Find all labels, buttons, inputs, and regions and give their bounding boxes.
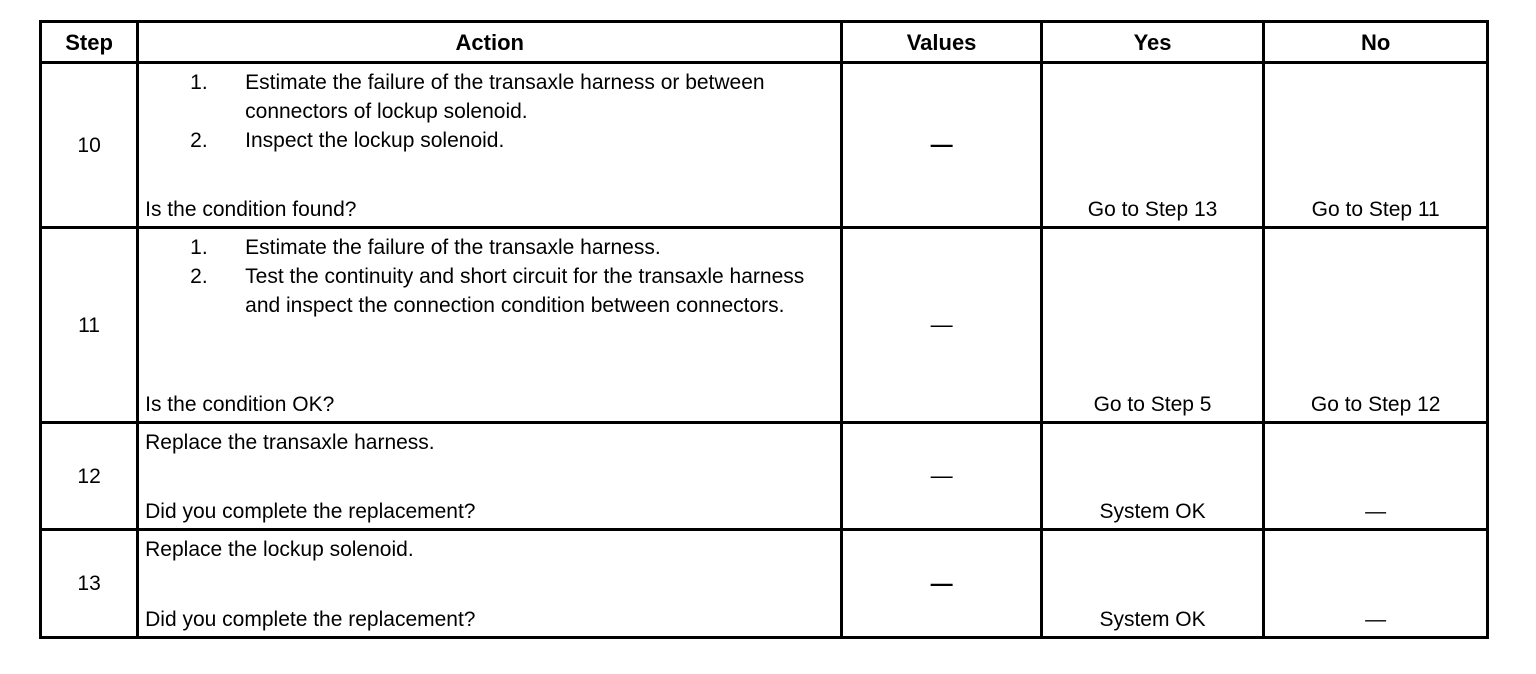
- yes-cell: System OK: [1041, 530, 1264, 638]
- action-cell: [138, 63, 842, 228]
- step-number: 10: [41, 63, 138, 228]
- values-dash: —: [930, 570, 953, 596]
- yes-cell: System OK: [1041, 423, 1264, 530]
- action-instruction: Replace the transaxle harness.: [145, 431, 435, 454]
- yes-cell: Go to Step 13: [1041, 63, 1264, 228]
- header-step: Step: [41, 22, 138, 63]
- table-row: [41, 228, 1488, 423]
- no-cell: —: [1264, 530, 1488, 638]
- table-row: [41, 423, 1488, 530]
- values-dash: —: [930, 463, 953, 488]
- step-number: 11: [41, 228, 138, 423]
- values-dash: —: [930, 132, 953, 157]
- step-number: 12: [41, 423, 138, 530]
- no-cell: —: [1264, 423, 1488, 530]
- action-instruction: Replace the lockup solenoid.: [145, 538, 414, 561]
- action-steps: [145, 68, 834, 155]
- values-cell: [842, 63, 1041, 228]
- action-question: Is the condition found?: [145, 198, 357, 221]
- no-cell: Go to Step 12: [1264, 228, 1488, 423]
- action-question: Did you complete the replacement?: [145, 500, 476, 523]
- action-question: Is the condition OK?: [145, 393, 335, 416]
- values-cell: [842, 423, 1041, 530]
- action-question: Did you complete the replacement?: [145, 608, 476, 631]
- yes-cell: Go to Step 5: [1041, 228, 1264, 423]
- values-dash: —: [930, 312, 953, 337]
- header-row: [41, 22, 1488, 63]
- action-cell: [138, 423, 842, 530]
- table-row: [41, 530, 1488, 638]
- step-number: 13: [41, 530, 138, 638]
- header-no: No: [1264, 22, 1488, 63]
- action-cell: [138, 228, 842, 423]
- header-yes: Yes: [1041, 22, 1264, 63]
- action-steps: [145, 233, 834, 320]
- header-values: Values: [842, 22, 1041, 63]
- action-cell: [138, 530, 842, 638]
- action-step: 1. Estimate the failure of the transaxle harness or between connectors of lockup solenoid.: [190, 71, 765, 123]
- no-cell: Go to Step 11: [1264, 63, 1488, 228]
- action-step: 2. Test the continuity and short circuit for the transaxle harness and inspect the connection condition between connectors.: [190, 265, 805, 317]
- values-cell: [842, 228, 1041, 423]
- header-action: Action: [138, 22, 842, 63]
- table-row: [41, 63, 1488, 228]
- diagnostic-table: [39, 20, 1489, 639]
- action-step: 2. Inspect the lockup solenoid.: [190, 129, 505, 152]
- action-step: 1. Estimate the failure of the transaxle harness.: [190, 236, 661, 259]
- values-cell: [842, 530, 1041, 638]
